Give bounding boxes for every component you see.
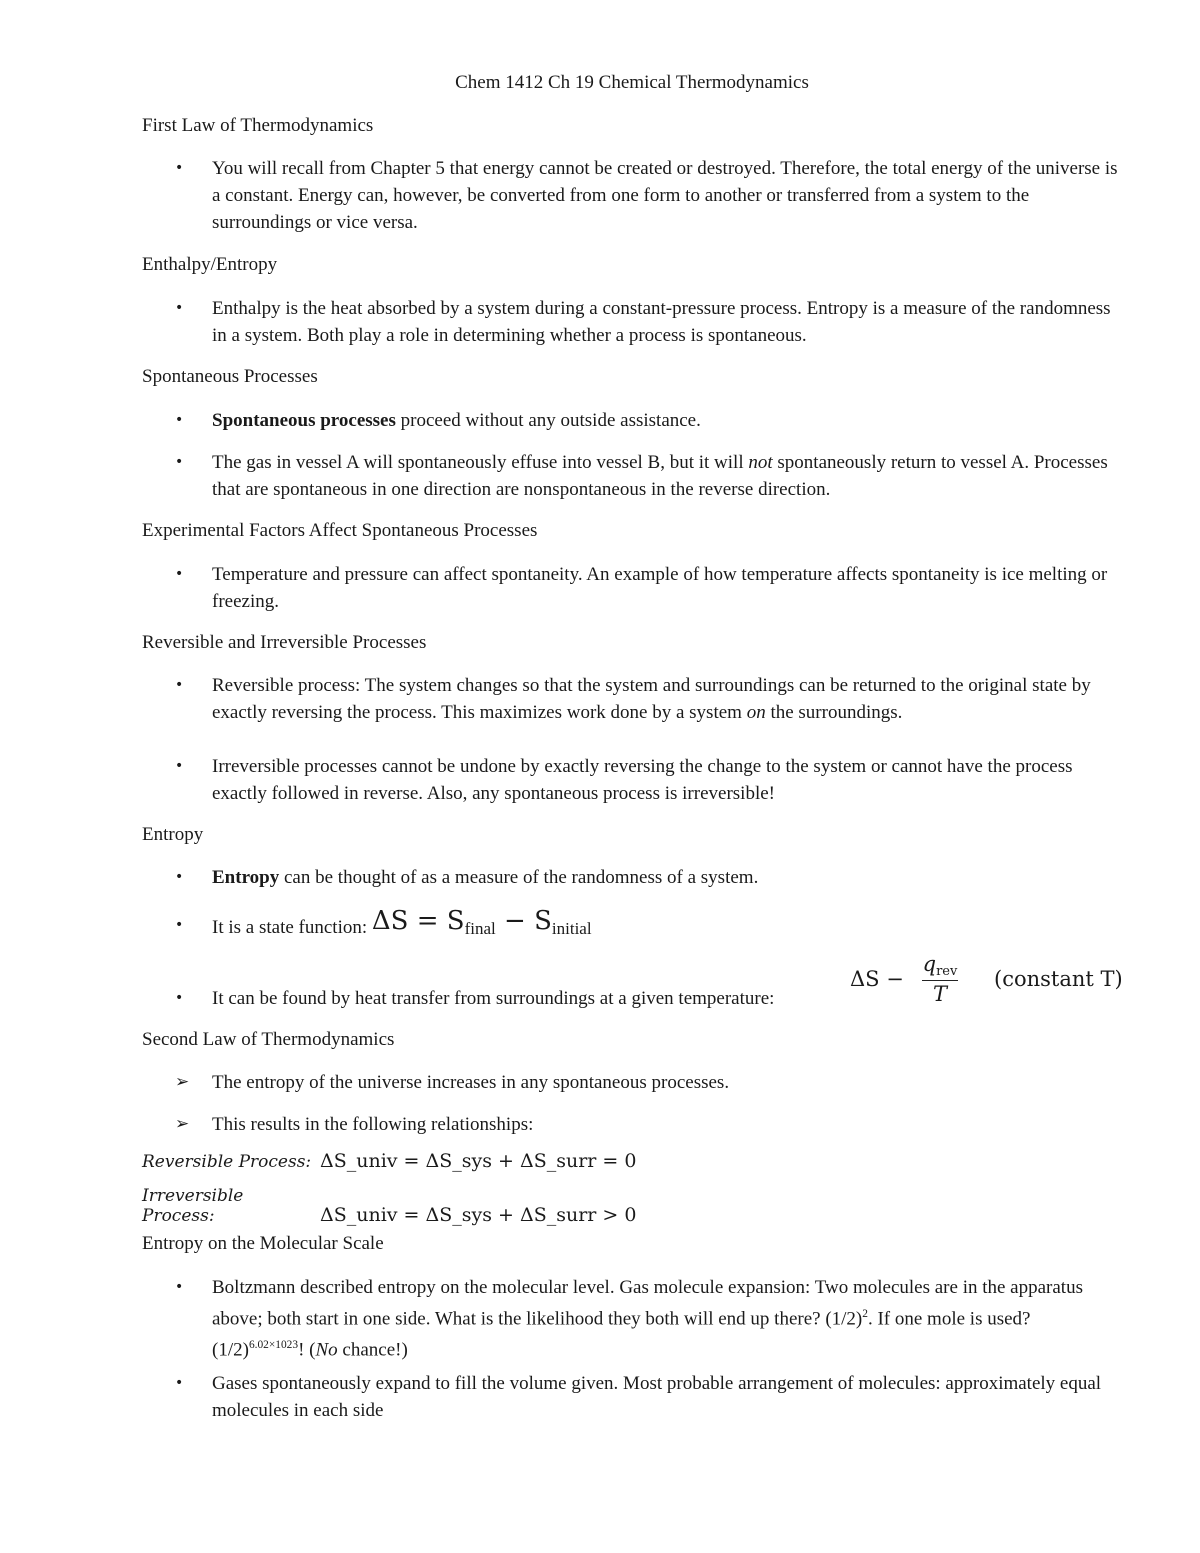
list-item: • Spontaneous processes proceed without any outside assistance. (175, 407, 1125, 434)
list-item: • Enthalpy is the heat absorbed by a system during a constant-pressure process. Entropy is a measure of the randomness in a system. Both play a role in determining whether a process is spontaneous. (175, 295, 1125, 349)
page-title: Chem 1412 Ch 19 Chemical Thermodynamics (455, 72, 809, 93)
list-item: • Irreversible processes cannot be undone by exactly reversing the change to the system or cannot have the process exactly followed in reverse. Also, any spontaneous process is irreversible! (175, 753, 1125, 807)
bullet-icon: • (175, 1375, 184, 1391)
bold-term: Spontaneous processes (212, 410, 396, 431)
list-item: • It can be found by heat transfer from surroundings at a given temperature: (175, 985, 1125, 1012)
list-item: • You will recall from Chapter 5 that energy cannot be created or destroyed. Therefore, the total energy of the universe is a constant. Energy can, however, be converted from one form to another or transferred from a system to the surroundings or vice versa. (175, 155, 1125, 236)
bullet-icon: • (175, 300, 184, 316)
list-item: • The gas in vessel A will spontaneously effuse into vessel B, but it will not spontaneously return to vessel A. Processes that are spontaneous in one direction are nonspontaneous in the reverse direction. (175, 449, 1125, 503)
list-item: • Entropy can be thought of as a measure of the randomness of a system. (175, 864, 1125, 891)
bullet-icon: • (175, 1279, 184, 1295)
bullet-icon: • (175, 990, 184, 1006)
bullet-icon: • (175, 160, 184, 176)
list-item: ➢ The entropy of the universe increases in any spontaneous processes. (175, 1069, 1125, 1096)
bullet-icon: • (175, 566, 184, 582)
heading-entropy: Entropy (142, 824, 204, 845)
list-item: • It is a state function: $\Delta S = S_{final} - S_{initial}$ (175, 906, 592, 938)
list-item: • Temperature and pressure can affect spontaneity. An example of how temperature affects spontaneity is ice melting or freezing. (175, 561, 1125, 615)
irreversible-relationship: Irreversible Process: ΔS_univ = ΔS_sys + ΔS_surr > 0 (142, 1186, 637, 1226)
bullet-icon: • (175, 917, 184, 933)
heading-experimental: Experimental Factors Affect Spontaneous Processes (142, 520, 538, 541)
reversible-relationship: Reversible Process: ΔS_univ = ΔS_sys + ΔS_surr = 0 (142, 1150, 637, 1172)
bullet-icon: • (175, 869, 184, 885)
heading-reversible: Reversible and Irreversible Processes (142, 632, 427, 653)
heading-spontaneous: Spontaneous Processes (142, 366, 318, 387)
list-item: ➢ This results in the following relationships: (175, 1111, 1125, 1138)
list-item: • Reversible process: The system changes so that the system and surroundings can be returned to the original state by exactly reversing the process. This maximizes work done by a system on the surroundings. (175, 672, 1125, 726)
list-item: • Boltzmann described entropy on the molecular level. Gas molecule expansion: Two molecules are in the apparatus above; both start in one side. What is the likelihood they both will end up there? $(1/2)^2$. If one mole is used? $(1/2)^{6.02\times 1023}$! (No chance!) (175, 1274, 1125, 1364)
document-page: Chem 1412 Ch 19 Chemical Thermodynamics First Law of Thermodynamics • You will recall from Chapter 5 that energy cannot be created or destroyed. Therefore, the total energy of the universe is a constant. Energy can, however, be converted from one form to another or transferred from a system to the surroundings or vice versa. Enthalpy/Entropy • Enthalpy is the heat absorbed by a system during a constant-pressure process. Entropy is a measure of the randomness in a system. Both play a role in determining whether a process is spontaneous. Spontaneous Processes • Spontaneous processes proceed without any outside assistance. • The gas in vessel A will spontaneously effuse into vessel B, but it will not spontaneously return to vessel A. Processes that are spontaneous in one direction are nonspontaneous in the reverse direction. Experimental Factors Affect Spontaneous Processes • Temperature and pressure can affect spontaneity. An example of how temperature affects spontaneity is ice melting or freezing. Reversible and Irreversible Processes • Reversible process: The system changes so that the system and surroundings can be returned to the original state by exactly reversing the process. This maximizes work done by a system on the surroundings. • Irreversible processes cannot be undone by exactly reversing the change to the system or cannot have the process exactly followed in reverse. Also, any spontaneous process is irreversible! Entropy • Entropy can be thought of as a measure of the randomness of a system. • It is a state function: $\Delta S = S_{final} - S_{initial}$ • It can be found by heat transfer from surroundings at a given temperature: ΔS − qrev T (constant T) Second Law of Thermodynamics ➢ The entropy of the universe increases in any spontaneous processes. ➢ This results in the following relationships: Reversible Process: ΔS_univ = ΔS_sys + ΔS_surr = 0 Irreversible Process: ΔS_univ = ΔS_sys + ΔS_surr > 0 Entropy on the Molecular Scale • Boltzmann described entropy on the molecular level. Gas molecule expansion: Two molecules are in the apparatus above; both start in one side. What is the likelihood they both will end up there? $(1/2)^2$. If one mole is used? $(1/2)^{6.02\times 1023}$! (No chance!) • Gases spontaneously expand to fill the volume given. Most probable arrangement of molecules: approximately equal molecules in each side (0, 0, 1200, 1553)
arrow-bullet-icon: ➢ (175, 1114, 190, 1134)
list-item: • Gases spontaneously expand to fill the volume given. Most probable arrangement of molecules: approximately equal molecules in each side (175, 1370, 1125, 1424)
bullet-icon: • (175, 412, 184, 428)
arrow-bullet-icon: ➢ (175, 1072, 190, 1092)
bold-term: Entropy (212, 867, 280, 888)
heading-molecular-scale: Entropy on the Molecular Scale (142, 1233, 384, 1254)
bullet-icon: • (175, 454, 184, 470)
heading-enthalpy-entropy: Enthalpy/Entropy (142, 254, 278, 275)
bullet-icon: • (175, 758, 184, 774)
heading-first-law: First Law of Thermodynamics (142, 115, 374, 136)
bullet-icon: • (175, 677, 184, 693)
state-function-equation: $\Delta S = S_{final} - S_{initial}$ (371, 906, 592, 938)
fraction-bar (922, 980, 958, 981)
heading-second-law: Second Law of Thermodynamics (142, 1029, 395, 1050)
